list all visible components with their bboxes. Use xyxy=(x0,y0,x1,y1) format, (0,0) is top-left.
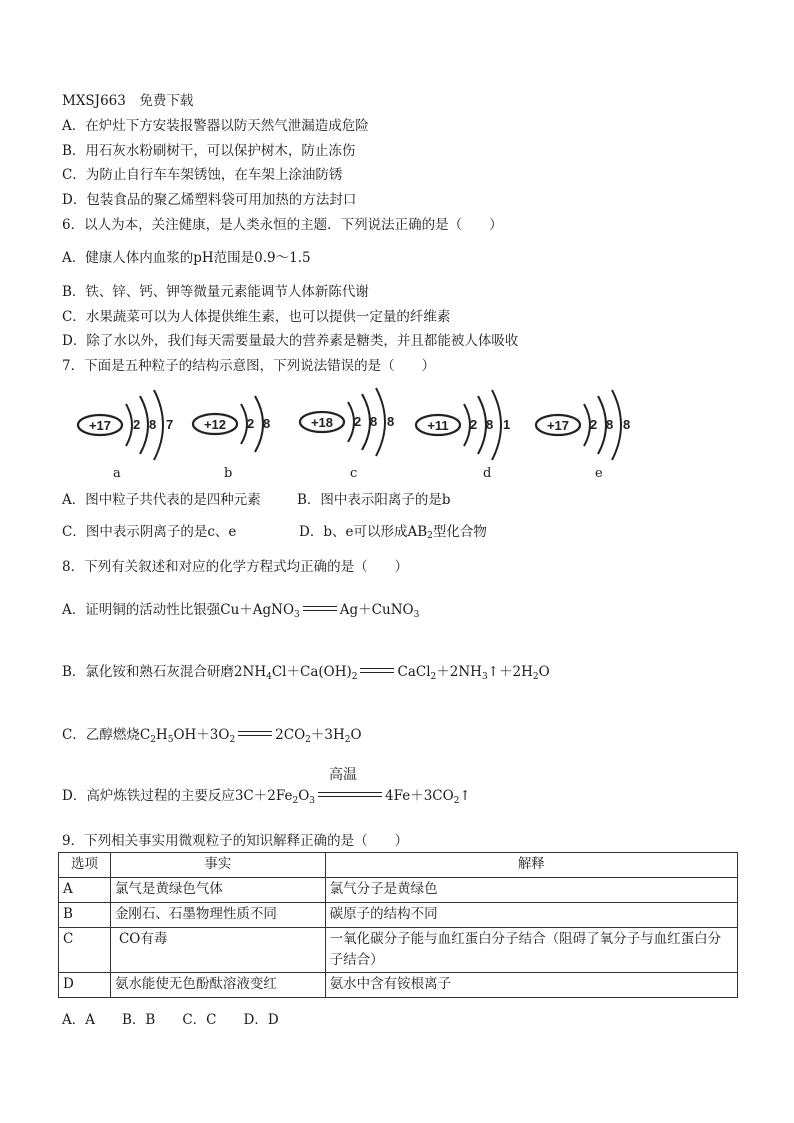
table-cell-explanation: 氯气分子是黄绿色 xyxy=(325,878,737,903)
q7-option-d-subscript: 2 xyxy=(427,531,433,541)
particle-c-label: c xyxy=(350,466,358,481)
table-cell-fact: 金刚石、石墨物理性质不同 xyxy=(110,903,325,928)
q7-option-d-suffix: 型化合物 xyxy=(432,524,487,540)
q9-table xyxy=(58,852,738,998)
table-cell-fact: 氨水能使无色酚酞溶液变红 xyxy=(110,973,325,998)
particle-a-shell-3: 7 xyxy=(166,417,174,432)
q5-option-d: D．包装食品的聚乙烯塑料袋可用加热的方法封口 xyxy=(62,192,357,208)
reaction-condition: 高温 xyxy=(329,767,358,783)
particle-e-label: e xyxy=(595,466,603,481)
q8-stem: 8．下列有关叙述和对应的化学方程式均正确的是（ ） xyxy=(62,559,409,575)
q9-stem: 9．下列相关事实用微观粒子的知识解释正确的是（ ） xyxy=(62,833,409,849)
q8-option-a xyxy=(62,601,419,624)
table-header-fact: 事实 xyxy=(110,853,325,878)
table-cell-option: A xyxy=(59,878,111,903)
particle-c xyxy=(300,388,394,456)
table-cell-explanation: 氨水中含有铵根离子 xyxy=(325,973,737,998)
particle-e-shell-1: 2 xyxy=(590,417,598,432)
q8-option-c-equation: $C_2H_5OH+3O_2$ $2CO_2+3H_2O$ xyxy=(139,727,362,745)
q7-option-d-prefix: D．b、e可以形成AB xyxy=(299,524,428,540)
table-cell-option: B xyxy=(59,903,111,928)
table-cell-option: C xyxy=(59,928,111,973)
particle-c-nucleus: +18 xyxy=(310,415,334,430)
particle-d xyxy=(416,390,510,460)
particle-c-shell-1: 2 xyxy=(354,414,362,429)
particle-d-label: d xyxy=(483,466,492,481)
q8-option-a-equation: Cu＋AgNO$_3$ Ag＋CuNO$_3$ xyxy=(220,602,420,620)
particle-d-shell-2: 8 xyxy=(486,417,494,432)
table-row xyxy=(59,928,738,973)
particle-structure-diagrams xyxy=(60,382,660,462)
q5-option-b: B．用石灰水粉刷树干，可以保护树木，防止冻伤 xyxy=(62,143,356,159)
table-cell-fact: 氯气是黄绿色气体 xyxy=(110,878,325,903)
table-row xyxy=(59,903,738,928)
particle-d-shell-3: 1 xyxy=(503,417,511,432)
particle-d-shell-1: 2 xyxy=(470,417,478,432)
q6-stem: 6．以人为本，关注健康，是人类永恒的主题．下列说法正确的是（ ） xyxy=(62,217,503,233)
q5-option-c: C．为防止自行车车架锈蚀，在车架上涂油防锈 xyxy=(62,167,343,183)
particle-b-nucleus: +12 xyxy=(203,417,227,432)
q8-option-b-text: B．氯化铵和熟石灰混合研磨 xyxy=(62,664,234,680)
table-cell-option: D xyxy=(59,973,111,998)
table-header-explanation: 解释 xyxy=(325,853,737,878)
particle-a-label: a xyxy=(113,466,121,481)
q5-option-a: A．在炉灶下方安装报警器以防天然气泄漏造成危险 xyxy=(62,118,369,134)
particle-b-shell-2: 8 xyxy=(263,416,271,431)
q7-option-c: C．图中表示阴离子的是c、e xyxy=(62,524,237,540)
q8-option-b xyxy=(62,663,550,686)
particle-a-shell-1: 2 xyxy=(133,417,141,432)
particle-e-nucleus: +17 xyxy=(546,418,570,433)
table-cell-explanation: 一氧化碳分子能与血红蛋白分子结合（阻碍了氧分子与血红蛋白分子结合） xyxy=(325,928,737,973)
q6-option-a: A．健康人体内血浆的pH范围是0.9～1.5 xyxy=(62,250,311,266)
particle-a-shell-2: 8 xyxy=(149,417,157,432)
source-tag: MXSJ663 免费下载 xyxy=(62,93,194,109)
q6-option-b: B．铁、锌、钙、钾等微量元素能调节人体新陈代谢 xyxy=(62,284,369,300)
q7-stem: 7．下面是五种粒子的结构示意图，下列说法错误的是（ ） xyxy=(62,358,436,374)
particle-b xyxy=(193,396,270,452)
table-header-option: 选项 xyxy=(59,853,111,878)
q6-option-c: C．水果蔬菜可以为人体提供维生素，也可以提供一定量的纤维素 xyxy=(62,309,451,325)
q7-option-a: A．图中粒子共代表的是四种元素 xyxy=(62,492,261,508)
particle-b-label: b xyxy=(224,466,233,481)
q8-option-d-text: D．高炉炼铁过程的主要反应 xyxy=(62,788,235,804)
particle-e-shell-3: 8 xyxy=(623,417,631,432)
particle-a-nucleus: +17 xyxy=(88,418,112,433)
q8-option-d xyxy=(62,767,471,810)
q8-option-d-equation: $3C+2Fe_2O_3$ 高温 $4Fe+3CO_2↑$ xyxy=(234,767,471,806)
q8-option-b-equation: $2NH_4Cl+Ca(OH)_2$ $CaCl_2+2NH_3↑+2H_2O$ xyxy=(233,664,550,682)
table-cell-fact: CO有毒 xyxy=(110,928,325,973)
particle-e xyxy=(536,390,630,460)
q7-option-d xyxy=(299,523,487,545)
table-cell-explanation: 碳原子的结构不同 xyxy=(325,903,737,928)
particle-b-shell-1: 2 xyxy=(247,416,255,431)
particle-c-shell-2: 8 xyxy=(370,414,378,429)
particle-a xyxy=(78,390,173,460)
table-row xyxy=(59,878,738,903)
particle-d-nucleus: +11 xyxy=(427,418,449,433)
particle-e-shell-2: 8 xyxy=(606,417,614,432)
q9-answer-options: A．A B．B C．C D．D xyxy=(62,1012,279,1028)
q8-option-c xyxy=(62,726,362,749)
q8-option-a-text: A．证明铜的活动性比银强 xyxy=(62,602,221,618)
table-header-row xyxy=(59,853,738,878)
table-row xyxy=(59,973,738,998)
q7-option-b: B．图中表示阳离子的是b xyxy=(297,492,451,508)
q6-option-d: D．除了水以外，我们每天需要量最大的营养素是糖类，并且都能被人体吸收 xyxy=(62,333,519,349)
q8-option-c-text: C．乙醇燃烧 xyxy=(62,727,140,743)
particle-c-shell-3: 8 xyxy=(387,414,395,429)
